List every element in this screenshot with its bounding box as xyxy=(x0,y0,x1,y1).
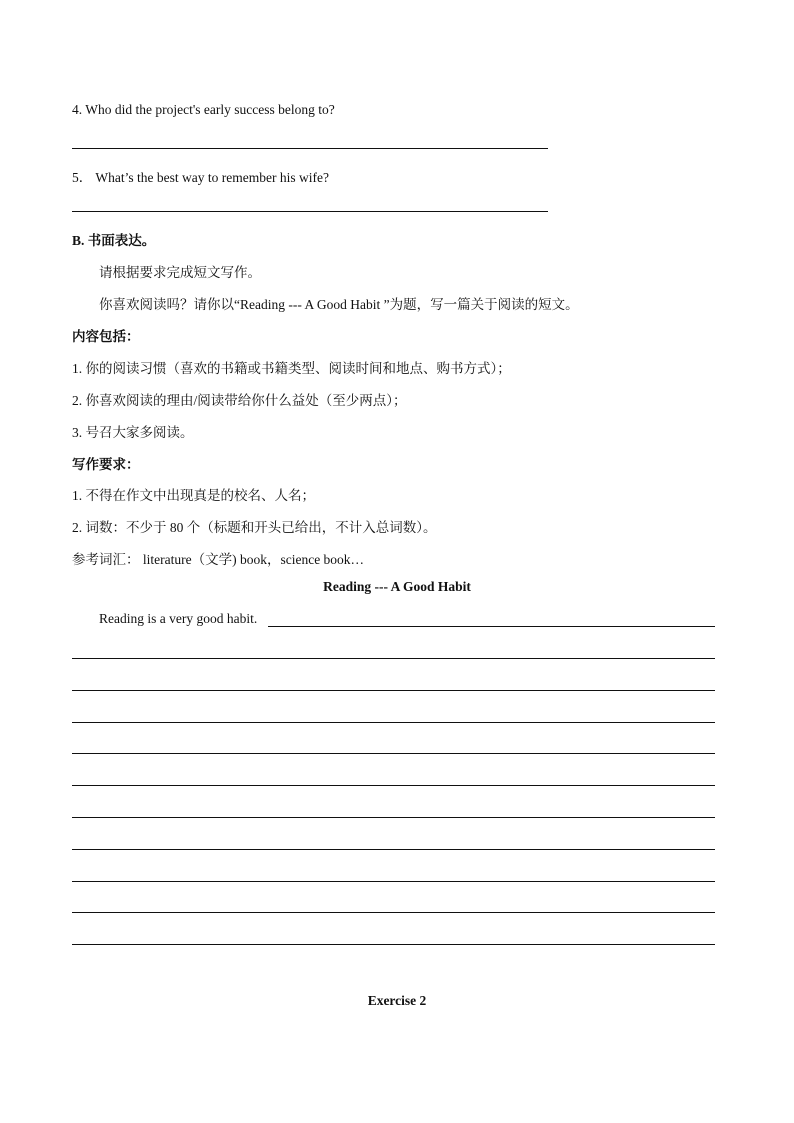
writing-line-9[interactable] xyxy=(72,881,715,882)
requirement-item-2: 2. 词数：不少于 80 个（标题和开头已给出，不计入总词数）。 xyxy=(72,520,437,535)
writing-line-1[interactable] xyxy=(268,626,715,627)
answer-line-4[interactable] xyxy=(72,148,548,149)
writing-line-2[interactable] xyxy=(72,658,715,659)
content-item-2: 2. 你喜欢阅读的理由/阅读带给你什么益处（至少两点）； xyxy=(72,393,407,408)
requirements-title: 写作要求： xyxy=(72,457,140,472)
essay-title: Reading --- A Good Habit xyxy=(323,579,471,594)
question-5-text: What’s the best way to remember his wife? xyxy=(95,170,329,185)
content-item-3: 3. 号召大家多阅读。 xyxy=(72,425,194,440)
writing-line-5[interactable] xyxy=(72,753,715,754)
writing-line-6[interactable] xyxy=(72,785,715,786)
answer-line-5[interactable] xyxy=(72,211,548,212)
content-item-1: 1. 你的阅读习惯（喜欢的书籍或书籍类型、阅读时间和地点、购书方式）； xyxy=(72,361,511,376)
writing-line-4[interactable] xyxy=(72,722,715,723)
vocab-hint: 参考词汇： literature（文学) book，science book… xyxy=(72,552,365,567)
requirement-item-1: 1. 不得在作文中出现真是的校名、人名； xyxy=(72,488,315,503)
writing-line-3[interactable] xyxy=(72,690,715,691)
essay-opening: Reading is a very good habit. xyxy=(99,611,258,626)
question-4 xyxy=(72,102,335,118)
section-b-prompt: 你喜欢阅读吗？请你以“Reading --- A Good Habit ”为题，写一篇关于阅读的短文。 xyxy=(99,297,579,312)
question-5 xyxy=(72,166,329,186)
writing-line-7[interactable] xyxy=(72,817,715,818)
content-title: 内容包括： xyxy=(72,329,140,344)
question-4-number: 4. xyxy=(72,102,83,117)
writing-line-8[interactable] xyxy=(72,849,715,850)
section-b-instruction: 请根据要求完成短文写作。 xyxy=(99,265,261,280)
question-4-text: Who did the project's early success belong to? xyxy=(85,102,335,117)
writing-line-11[interactable] xyxy=(72,944,715,945)
section-b-heading: B. 书面表达。 xyxy=(72,233,156,248)
question-5-number: 5． xyxy=(72,170,93,185)
writing-line-10[interactable] xyxy=(72,912,715,913)
footer-title: Exercise 2 xyxy=(367,993,427,1008)
